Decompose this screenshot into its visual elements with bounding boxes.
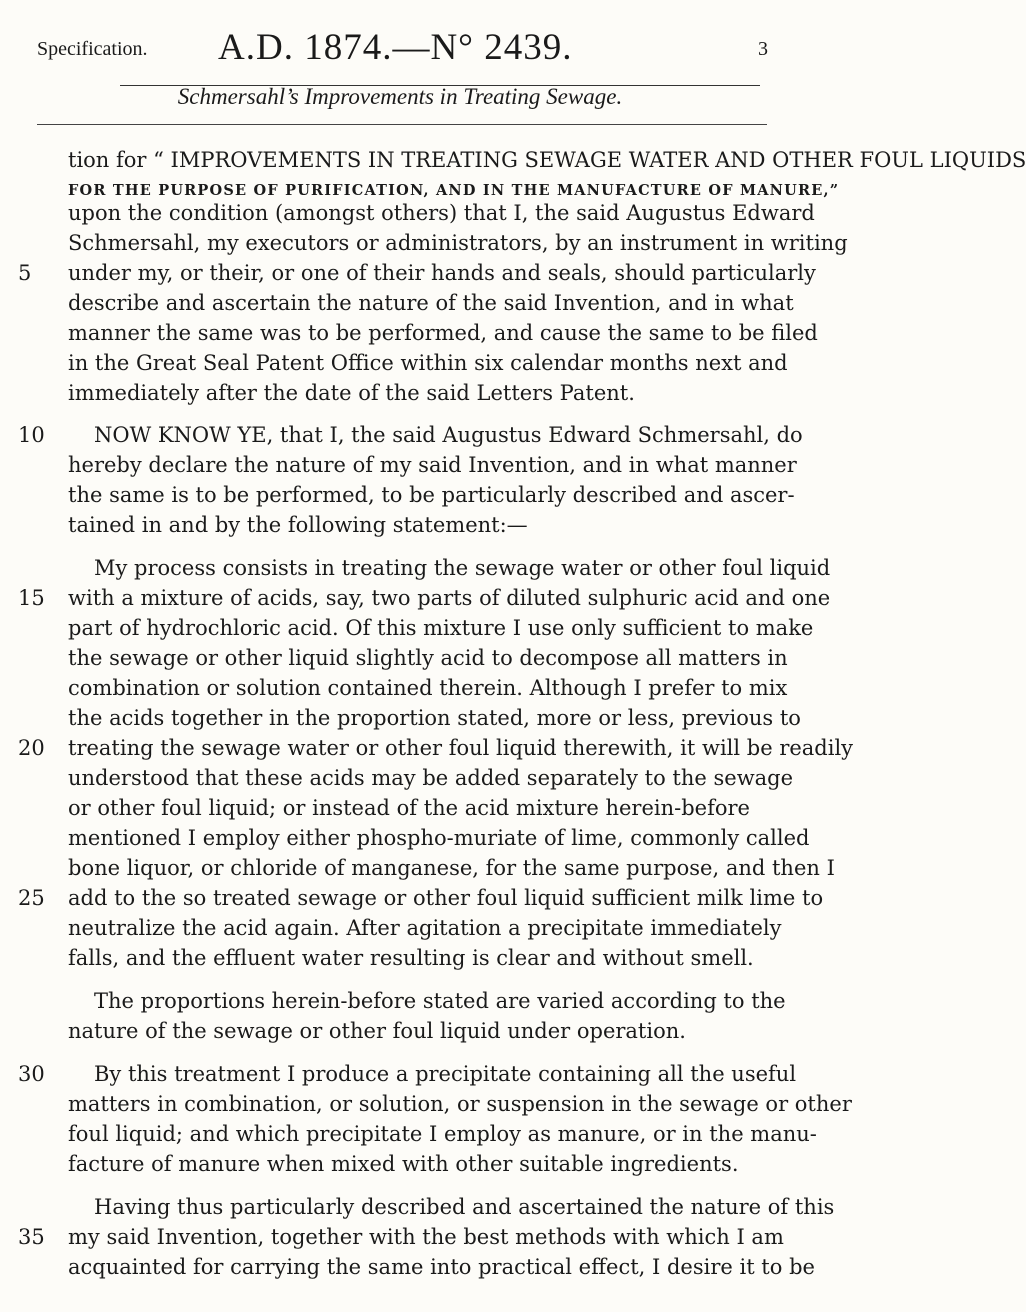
text-line: By this treatment I produce a precipitate containing all the useful xyxy=(94,1062,797,1086)
line-number: 15 xyxy=(18,586,45,610)
text-line: add to the so treated sewage or other foul liquid sufficient milk lime to xyxy=(68,886,824,910)
text-line: hereby declare the nature of my said Invention, and in what manner xyxy=(68,453,797,477)
text-line: The proportions herein-before stated are varied according to the xyxy=(94,989,786,1013)
text-line: in the Great Seal Patent Office within six calendar months next and xyxy=(68,351,788,375)
line-number: 35 xyxy=(18,1225,45,1249)
text-line: the same is to be performed, to be particularly described and ascer- xyxy=(68,483,795,507)
text-line: nature of the sewage or other foul liquid under operation. xyxy=(68,1019,686,1043)
text-line: describe and ascertain the nature of the said Invention, and in what xyxy=(68,291,794,315)
text-line: the sewage or other liquid slightly acid to decompose all matters in xyxy=(68,646,788,670)
text-line: or other foul liquid; or instead of the acid mixture herein-before xyxy=(68,796,750,820)
text-line: mentioned I employ either phospho-muriate of lime, commonly called xyxy=(68,826,810,850)
running-subtitle: Schmersahl’s Improvements in Treating Sewage. xyxy=(177,84,623,109)
text-line: Schmersahl, my executors or administrators, by an instrument in writing xyxy=(68,231,848,255)
line-number: 10 xyxy=(18,423,45,447)
page-number: 3 xyxy=(758,38,768,60)
text-line: with a mixture of acids, say, two parts of diluted sulphuric acid and one xyxy=(68,586,831,610)
line-number: 30 xyxy=(18,1062,45,1086)
text-line: tion for “ IMPROVEMENTS IN TREATING SEWAGE WATER AND OTHER FOUL LIQUIDS xyxy=(68,148,1026,172)
text-line: neutralize the acid again. After agitation a precipitate immediately xyxy=(68,916,782,940)
text-line: tained in and by the following statement:— xyxy=(68,513,528,537)
text-line: part of hydrochloric acid. Of this mixture I use only sufficient to make xyxy=(68,616,814,640)
text-line: Having thus particularly described and ascertained the nature of this xyxy=(94,1195,835,1219)
spec-label: Specification. xyxy=(37,38,148,60)
line-number: 20 xyxy=(18,736,45,760)
text-line: bone liquor, or chloride of manganese, for the same purpose, and then I xyxy=(68,856,835,880)
text-line: matters in combination, or solution, or suspension in the sewage or other xyxy=(68,1092,852,1116)
patent-title: A.D. 1874.—N° 2439. xyxy=(218,27,573,68)
text-line: immediately after the date of the said Letters Patent. xyxy=(68,381,635,405)
text-line: the acids together in the proportion stated, more or less, previous to xyxy=(68,706,801,730)
text-line: facture of manure when mixed with other suitable ingredients. xyxy=(68,1152,739,1176)
text-line: FOR THE PURPOSE OF PURIFICATION, AND IN THE MANUFACTURE OF MANURE,” xyxy=(68,182,840,199)
text-line: upon the condition (amongst others) that I, the said Augustus Edward xyxy=(68,201,815,225)
text-line: treating the sewage water or other foul liquid therewith, it will be readily xyxy=(68,736,854,760)
text-line: falls, and the effluent water resulting is clear and without smell. xyxy=(68,946,754,970)
text-line: foul liquid; and which precipitate I employ as manure, or in the manu- xyxy=(68,1122,817,1146)
text-line: understood that these acids may be added separately to the sewage xyxy=(68,766,794,790)
text-line: my said Invention, together with the best methods with which I am xyxy=(68,1225,784,1249)
text-line: My process consists in treating the sewage water or other foul liquid xyxy=(94,556,831,580)
subtitle-rule xyxy=(37,124,767,125)
text-line: NOW KNOW YE, that I, the said Augustus Edward Schmersahl, do xyxy=(94,423,803,447)
line-number: 5 xyxy=(18,261,32,285)
text-line: manner the same was to be performed, and cause the same to be filed xyxy=(68,321,818,345)
page-header xyxy=(0,0,800,140)
text-line: under my, or their, or one of their hands and seals, should particularly xyxy=(68,261,816,285)
text-line: combination or solution contained therein. Although I prefer to mix xyxy=(68,676,788,700)
line-number: 25 xyxy=(18,886,45,910)
text-line: acquainted for carrying the same into practical effect, I desire it to be xyxy=(68,1255,815,1279)
